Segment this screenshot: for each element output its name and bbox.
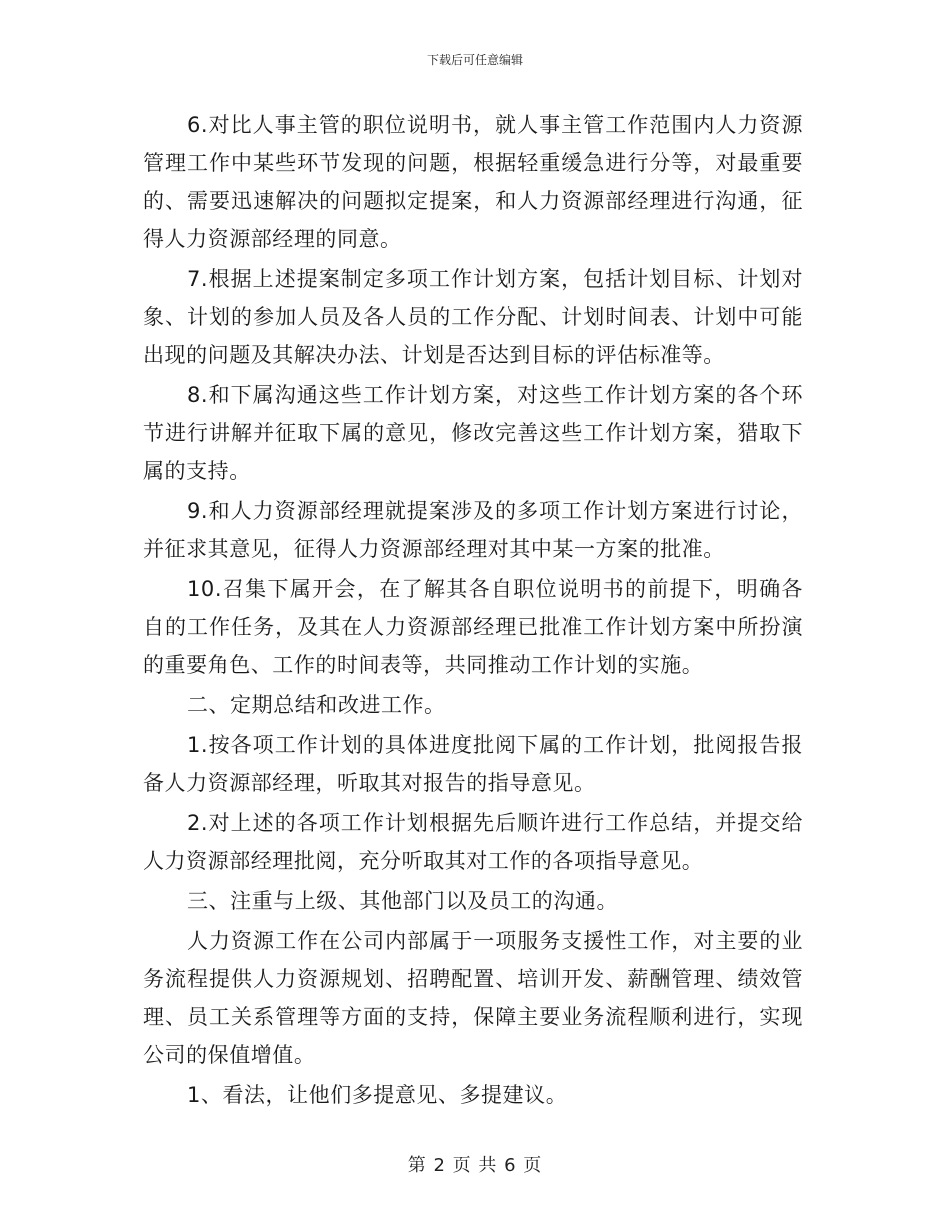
paragraph-review-2: 2.对上述的各项工作计划根据先后顺许进行工作总结，并提交给人力资源部经理批阅，充分听取其对工作的各项指导意见。: [143, 811, 803, 873]
paragraph-item-8: 8.和下属沟通这些工作计划方案，对这些工作计划方案的各个环节进行讲解并征取下属的意见，修改完善这些工作计划方案，猎取下属的支持。: [143, 383, 803, 483]
paragraph-item-10: 10.召集下属开会，在了解其各自职位说明书的前提下，明确各自的工作任务，及其在人力资源部经理已批准工作计划方案中所扮演的重要角色、工作的时间表等，共同推动工作计划的实施。: [143, 577, 803, 677]
paragraph-item-9: 9.和人力资源部经理就提案涉及的多项工作计划方案进行讨论，并征求其意见，征得人力资源部经理对其中某一方案的批准。: [143, 499, 803, 561]
paragraph-item-6: 6.对比人事主管的职位说明书，就人事主管工作范围内人力资源管理工作中某些环节发现的问题，根据轻重缓急进行分等，对最重要的、需要迅速解决的问题拟定提案，和人力资源部经理进行沟通，征得人力资源部经理的同意。: [143, 113, 803, 251]
paragraph-hr-overview: 人力资源工作在公司内部属于一项服务支援性工作，对主要的业务流程提供人力资源规划、招聘配置、培训开发、薪酬管理、绩效管理、员工关系管理等方面的支持，保障主要业务流程顺利进行，实现公司的保值增值。: [143, 929, 803, 1067]
paragraph-communication-1: 1、看法，让他们多提意见、多提建议。: [187, 1083, 568, 1107]
paragraph-review-1: 1.按各项工作计划的具体进度批阅下属的工作计划，批阅报告报备人力资源部经理，听取其对报告的指导意见。: [143, 733, 803, 795]
page-header: 下载后可任意编辑: [426, 53, 523, 67]
page-footer: 第 2 页 共 6 页: [407, 1155, 543, 1176]
section-heading-2: 二、定期总结和改进工作。: [187, 693, 446, 717]
section-heading-3: 三、注重与上级、其他部门以及员工的沟通。: [187, 889, 618, 913]
paragraph-item-7: 7.根据上述提案制定多项工作计划方案，包括计划目标、计划对象、计划的参加人员及各人员的工作分配、计划时间表、计划中可能出现的问题及其解决办法、计划是否达到目标的评估标准等。: [143, 267, 803, 367]
document-body: [143, 106, 803, 1114]
